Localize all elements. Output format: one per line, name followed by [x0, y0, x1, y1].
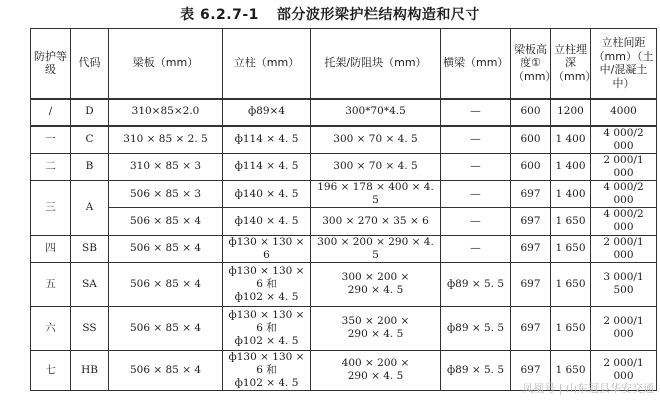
cell-beam: 310×85×2.0	[109, 99, 223, 126]
cell-depth: 1 650	[551, 235, 591, 262]
cell-bracket: 300 × 200 × 290 × 4. 5	[311, 235, 441, 262]
cell-height: 600	[511, 126, 551, 154]
table-number: 表 6.2.7-1	[180, 7, 259, 23]
table-row	[31, 153, 657, 180]
table-row	[31, 235, 657, 262]
post-line: ф102 × 4. 5	[234, 377, 299, 389]
cell-code: SS	[71, 306, 109, 350]
cell-beam: 506 × 85 × 3	[109, 181, 223, 208]
cell-height: 697	[511, 350, 551, 390]
cell-bracket: 300*70*4.5	[311, 99, 441, 126]
table-row	[31, 181, 657, 208]
header-post-depth: 立柱埋深（mm）	[551, 29, 591, 99]
cell-level: 五	[31, 262, 71, 306]
guardrail-dimension-table	[30, 28, 657, 391]
table-row	[31, 126, 657, 154]
cell-post: ф89×4	[223, 99, 311, 126]
cell-depth: 1 400	[551, 126, 591, 154]
bracket-line: 400 × 200 ×	[341, 357, 410, 370]
cell-bracket	[311, 262, 441, 306]
cell-crossbeam: ф89 × 5. 5	[441, 306, 511, 350]
cell-depth: 1 650	[551, 306, 591, 350]
header-beam: 梁板（mm）	[109, 29, 223, 99]
cell-crossbeam: —	[441, 181, 511, 208]
bracket-line: 290 × 4. 5	[347, 328, 404, 341]
post-line: ф102 × 4. 5	[234, 334, 299, 347]
table-title	[0, 4, 660, 24]
cell-code: D	[71, 99, 109, 126]
cell-post: ф140 × 4. 5	[223, 181, 311, 208]
cell-height: 600	[511, 99, 551, 126]
bracket-line: 290 × 4. 5	[347, 370, 404, 383]
cell-depth: 1 400	[551, 181, 591, 208]
cell-beam: 506 × 85 × 4	[109, 306, 223, 350]
header-beam-height: 梁板高度①（mm）	[511, 29, 551, 99]
table-caption: 部分波形梁护栏结构构造和尺寸	[276, 7, 480, 23]
cell-spacing: 4000	[591, 99, 657, 126]
cell-level: 四	[31, 235, 71, 262]
cell-spacing: 4 000/2 000	[591, 208, 657, 235]
cell-post: ф114 × 4. 5	[223, 153, 311, 180]
header-bracket: 托架/防阻块（mm）	[311, 29, 441, 99]
cell-depth: 1 650	[551, 350, 591, 390]
cell-beam: 506 × 85 × 4	[109, 235, 223, 262]
cell-height: 697	[511, 235, 551, 262]
cell-level: 一	[31, 126, 71, 154]
cell-crossbeam: —	[441, 99, 511, 126]
cell-bracket: 300 × 70 × 4. 5	[311, 126, 441, 154]
cell-spacing: 4 000/2 000	[591, 126, 657, 154]
cell-level: /	[31, 99, 71, 126]
cell-code: A	[71, 181, 109, 236]
watermark: 凤凰号 | 山东冠县华安交通	[522, 382, 654, 395]
cell-beam: 310 × 85 × 2. 5	[109, 126, 223, 154]
cell-post	[223, 350, 311, 390]
cell-bracket: 196 × 178 × 400 × 4. 5	[311, 181, 441, 208]
cell-post: ф130 × 130 × 6	[223, 235, 311, 262]
cell-height: 697	[511, 208, 551, 235]
cell-code: C	[71, 126, 109, 154]
header-row	[31, 29, 657, 99]
cell-spacing: 2 000/1 000	[591, 153, 657, 180]
post-line: ф130 × 130 × 6 和	[228, 264, 305, 290]
table-row	[31, 208, 657, 235]
cell-height: 697	[511, 306, 551, 350]
header-post: 立柱（mm）	[223, 29, 311, 99]
header-level: 防护等级	[31, 29, 71, 99]
cell-spacing: 2 000/1 000	[591, 306, 657, 350]
post-line: ф102 × 4. 5	[234, 290, 299, 303]
cell-bracket	[311, 306, 441, 350]
table-row	[31, 306, 657, 350]
header-code: 代码	[71, 29, 109, 99]
bracket-line: 290 × 4. 5	[347, 284, 404, 297]
cell-post: ф114 × 4. 5	[223, 126, 311, 154]
cell-code: HB	[71, 350, 109, 390]
cell-bracket: 300 × 70 × 4. 5	[311, 153, 441, 180]
cell-height: 697	[511, 181, 551, 208]
cell-post	[223, 262, 311, 306]
cell-depth: 1 650	[551, 208, 591, 235]
cell-code: B	[71, 153, 109, 180]
cell-crossbeam: —	[441, 208, 511, 235]
cell-bracket	[311, 350, 441, 390]
cell-spacing: 3 000/1 500	[591, 262, 657, 306]
cell-code: SB	[71, 235, 109, 262]
cell-level: 七	[31, 350, 71, 390]
cell-level: 六	[31, 306, 71, 350]
table-row	[31, 262, 657, 306]
header-post-spacing: 立柱间距（mm）（土中/混凝土中）	[591, 29, 657, 99]
post-line: ф130 × 130 × 6 和	[228, 308, 305, 334]
cell-post: ф140 × 4. 5	[223, 208, 311, 235]
cell-height: 600	[511, 153, 551, 180]
cell-beam: 310 × 85 × 3	[109, 153, 223, 180]
cell-crossbeam: ф89 × 5. 5	[441, 350, 511, 390]
cell-spacing: 2 000/1 000	[591, 350, 657, 390]
cell-height: 697	[511, 262, 551, 306]
header-crossbeam: 横梁（mm）	[441, 29, 511, 99]
cell-spacing: 2 000/1 000	[591, 235, 657, 262]
cell-level: 二	[31, 153, 71, 180]
table-row	[31, 99, 657, 126]
cell-depth: 1 650	[551, 262, 591, 306]
cell-bracket: 300 × 270 × 35 × 6	[311, 208, 441, 235]
cell-code: SA	[71, 262, 109, 306]
cell-depth: 1200	[551, 99, 591, 126]
cell-beam: 506 × 85 × 4	[109, 350, 223, 390]
bracket-line: 350 × 200 ×	[341, 315, 410, 328]
cell-crossbeam: —	[441, 235, 511, 262]
cell-spacing: 4 000/2 000	[591, 181, 657, 208]
cell-depth: 1 400	[551, 153, 591, 180]
cell-beam: 506 × 85 × 4	[109, 208, 223, 235]
bracket-line: 300 × 200 ×	[341, 271, 410, 284]
post-line: ф130 × 130 × 6 和	[228, 350, 305, 376]
cell-crossbeam: ф89 × 5. 5	[441, 262, 511, 306]
cell-crossbeam: —	[441, 126, 511, 154]
cell-beam: 506 × 85 × 4	[109, 262, 223, 306]
cell-level: 三	[31, 181, 71, 236]
cell-post	[223, 306, 311, 350]
cell-crossbeam: —	[441, 153, 511, 180]
